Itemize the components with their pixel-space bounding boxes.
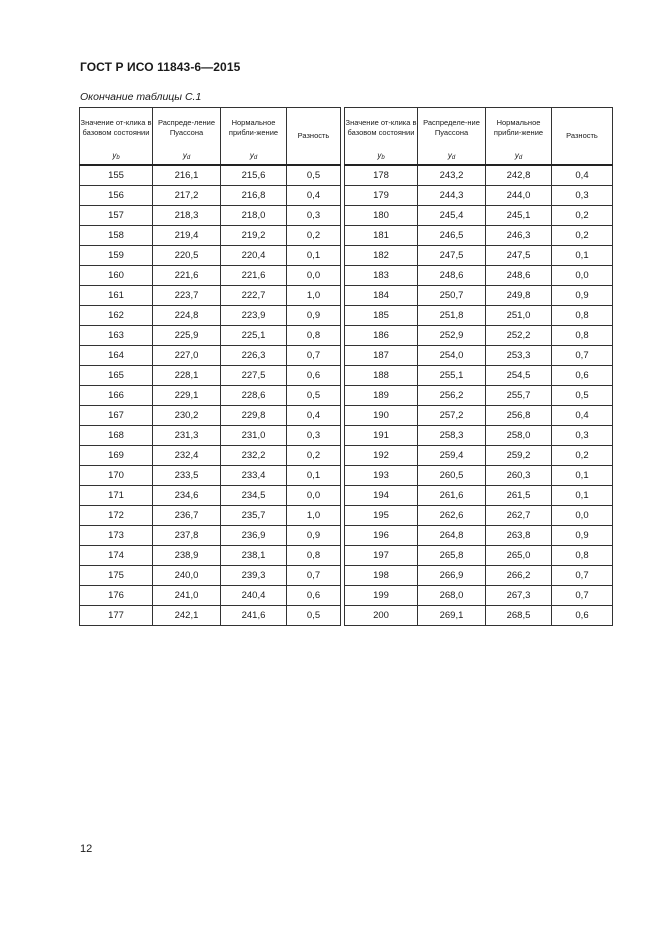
- table-row: [345, 546, 613, 566]
- table-row: [80, 446, 341, 466]
- table-row: [80, 506, 341, 526]
- table-cell: 0,8: [287, 546, 341, 566]
- table-cell: 0,4: [287, 406, 341, 426]
- table-row: [345, 606, 613, 626]
- table-cell: 188: [345, 366, 418, 386]
- table-cell: 238,1: [221, 546, 287, 566]
- table-row: [80, 226, 341, 246]
- table-cell: 247,5: [486, 246, 552, 266]
- table-cell: 260,3: [486, 466, 552, 486]
- header-response-value: Значение от-клика в базовом состоянии: [345, 108, 418, 149]
- table-cell: 186: [345, 326, 418, 346]
- table-cell: 0,6: [552, 606, 613, 626]
- table-row: [80, 186, 341, 206]
- table-row: [345, 366, 613, 386]
- table-cell: 255,1: [418, 366, 486, 386]
- table-cell: 250,7: [418, 286, 486, 306]
- table-row: [345, 206, 613, 226]
- table-cell: 158: [80, 226, 153, 246]
- table-cell: 0,2: [287, 446, 341, 466]
- table-cell: 0,7: [552, 566, 613, 586]
- table-cell: 0,4: [287, 186, 341, 206]
- table-cell: 246,3: [486, 226, 552, 246]
- table-cell: 251,0: [486, 306, 552, 326]
- table-cell: 266,9: [418, 566, 486, 586]
- table-cell: 239,3: [221, 566, 287, 586]
- table-cell: 0,9: [287, 306, 341, 326]
- table-row: [345, 226, 613, 246]
- table-cell: 169: [80, 446, 153, 466]
- table-cell: 233,4: [221, 466, 287, 486]
- table-cell: 174: [80, 546, 153, 566]
- table-cell: 173: [80, 526, 153, 546]
- table-cell: 0,6: [287, 366, 341, 386]
- table-row: [80, 306, 341, 326]
- table-cell: 230,2: [153, 406, 221, 426]
- table-cell: 0,1: [552, 246, 613, 266]
- table-cell: 225,9: [153, 326, 221, 346]
- table-cell: 228,1: [153, 366, 221, 386]
- table-row: [80, 466, 341, 486]
- table-cell: 197: [345, 546, 418, 566]
- header-normal-approx: Нормальное прибли-жение: [486, 108, 552, 149]
- table-cell: 0,3: [287, 206, 341, 226]
- table-cell: 223,7: [153, 286, 221, 306]
- table-cell: 231,3: [153, 426, 221, 446]
- table-cell: 264,8: [418, 526, 486, 546]
- table-cell: 240,0: [153, 566, 221, 586]
- table-row: [345, 326, 613, 346]
- table-cell: 182: [345, 246, 418, 266]
- table-row: [345, 266, 613, 286]
- table-cell: 194: [345, 486, 418, 506]
- table-cell: 225,1: [221, 326, 287, 346]
- table-cell: 199: [345, 586, 418, 606]
- table-cell: 254,5: [486, 366, 552, 386]
- table-cell: 229,1: [153, 386, 221, 406]
- table-cell: 168: [80, 426, 153, 446]
- table-cell: 233,5: [153, 466, 221, 486]
- table-cell: 162: [80, 306, 153, 326]
- table-cell: 222,7: [221, 286, 287, 306]
- table-cell: 258,3: [418, 426, 486, 446]
- table-cell: 171: [80, 486, 153, 506]
- table-cell: 267,3: [486, 586, 552, 606]
- table-cell: 0,3: [552, 426, 613, 446]
- table-row: [345, 586, 613, 606]
- table-cell: 231,0: [221, 426, 287, 446]
- table-cell: 256,8: [486, 406, 552, 426]
- table-cell: 178: [345, 165, 418, 186]
- table-cell: 0,7: [552, 586, 613, 606]
- header-poisson: Распреде-ление Пуассона: [153, 108, 221, 149]
- table-cell: 265,0: [486, 546, 552, 566]
- table-row: [80, 406, 341, 426]
- table-cell: 160: [80, 266, 153, 286]
- table-cell: 172: [80, 506, 153, 526]
- table-cell: 0,0: [552, 266, 613, 286]
- table-cell: 0,5: [287, 606, 341, 626]
- table-row: [80, 426, 341, 446]
- table-cell: 248,6: [486, 266, 552, 286]
- table-cell: 0,8: [287, 326, 341, 346]
- table-row: [80, 586, 341, 606]
- table-cell: 227,0: [153, 346, 221, 366]
- table-cell: 216,8: [221, 186, 287, 206]
- table-cell: 0,2: [552, 226, 613, 246]
- table-cell: 232,4: [153, 446, 221, 466]
- table-cell: 228,6: [221, 386, 287, 406]
- table-left: [79, 107, 341, 626]
- table-row: [345, 165, 613, 186]
- symbol-yd: $y_d$: [486, 148, 552, 165]
- header-response-value: Значение от-клика в базовом состоянии: [80, 108, 153, 149]
- table-row: [80, 486, 341, 506]
- table-row: [80, 326, 341, 346]
- table-cell: 258,0: [486, 426, 552, 446]
- table-cell: 249,8: [486, 286, 552, 306]
- header-difference: Разность: [552, 108, 613, 166]
- table-cell: 259,4: [418, 446, 486, 466]
- table-cell: 248,6: [418, 266, 486, 286]
- table-cell: 0,8: [552, 326, 613, 346]
- table-cell: 219,2: [221, 226, 287, 246]
- table-cell: 192: [345, 446, 418, 466]
- table-cell: 242,1: [153, 606, 221, 626]
- symbol-yd: $y_d$: [418, 148, 486, 165]
- table-cell: 0,2: [287, 226, 341, 246]
- table-cell: 245,1: [486, 206, 552, 226]
- table-cell: 246,5: [418, 226, 486, 246]
- page-number: 12: [80, 843, 93, 855]
- table-cell: 0,1: [287, 246, 341, 266]
- table-cell: 223,9: [221, 306, 287, 326]
- table-cell: 252,9: [418, 326, 486, 346]
- table-cell: 0,9: [552, 286, 613, 306]
- table-row: [80, 566, 341, 586]
- table-cell: 234,5: [221, 486, 287, 506]
- table-cell: 191: [345, 426, 418, 446]
- table-cell: 165: [80, 366, 153, 386]
- table-cell: 157: [80, 206, 153, 226]
- table-cell: 217,2: [153, 186, 221, 206]
- table-cell: 224,8: [153, 306, 221, 326]
- table-cell: 260,5: [418, 466, 486, 486]
- table-row: [80, 386, 341, 406]
- table-cell: 180: [345, 206, 418, 226]
- table-cell: 254,0: [418, 346, 486, 366]
- table-cell: 215,6: [221, 165, 287, 186]
- table-row: [80, 546, 341, 566]
- table-cell: 0,7: [552, 346, 613, 366]
- table-cell: 166: [80, 386, 153, 406]
- table-cell: 245,4: [418, 206, 486, 226]
- table-row: [80, 286, 341, 306]
- table-cell: 242,8: [486, 165, 552, 186]
- table-cell: 0,8: [552, 306, 613, 326]
- table-cell: 185: [345, 306, 418, 326]
- table-cell: 0,3: [287, 426, 341, 446]
- table-cell: 170: [80, 466, 153, 486]
- table-cell: 256,2: [418, 386, 486, 406]
- table-cell: 189: [345, 386, 418, 406]
- table-right: [344, 107, 613, 626]
- table-row: [80, 366, 341, 386]
- table-row: [345, 466, 613, 486]
- table-cell: 257,2: [418, 406, 486, 426]
- table-cell: 175: [80, 566, 153, 586]
- table-cell: 190: [345, 406, 418, 426]
- table-row: [345, 526, 613, 546]
- symbol-yb: $y_b$: [80, 148, 153, 165]
- table-cell: 0,2: [552, 206, 613, 226]
- table-cell: 255,7: [486, 386, 552, 406]
- table-row: [345, 246, 613, 266]
- table-cell: 176: [80, 586, 153, 606]
- table-cell: 164: [80, 346, 153, 366]
- table-cell: 200: [345, 606, 418, 626]
- table-cell: 218,0: [221, 206, 287, 226]
- table-cell: 0,3: [552, 186, 613, 206]
- table-cell: 251,8: [418, 306, 486, 326]
- table-cell: 0,7: [287, 346, 341, 366]
- table-cell: 261,6: [418, 486, 486, 506]
- table-row: [345, 486, 613, 506]
- table-cell: 0,2: [552, 446, 613, 466]
- table-row: [80, 165, 341, 186]
- table-cell: 1,0: [287, 286, 341, 306]
- table-cell: 252,2: [486, 326, 552, 346]
- table-cell: 229,8: [221, 406, 287, 426]
- document-title: ГОСТ Р ИСО 11843-6—2015: [80, 60, 241, 74]
- table-cell: 226,3: [221, 346, 287, 366]
- table-cell: 167: [80, 406, 153, 426]
- table-cell: 237,8: [153, 526, 221, 546]
- table-cell: 181: [345, 226, 418, 246]
- table-row: [80, 606, 341, 626]
- table-cell: 244,3: [418, 186, 486, 206]
- table-cell: 265,8: [418, 546, 486, 566]
- table-cell: 163: [80, 326, 153, 346]
- table-cell: 183: [345, 266, 418, 286]
- table-cell: 198: [345, 566, 418, 586]
- table-cell: 221,6: [221, 266, 287, 286]
- table-row: [80, 526, 341, 546]
- table-cell: 238,9: [153, 546, 221, 566]
- table-cell: 253,3: [486, 346, 552, 366]
- table-row: [345, 426, 613, 446]
- table-cell: 221,6: [153, 266, 221, 286]
- table-cell: 0,1: [552, 466, 613, 486]
- table-cell: 218,3: [153, 206, 221, 226]
- table-cell: 0,5: [287, 386, 341, 406]
- table-cell: 266,2: [486, 566, 552, 586]
- table-cell: 0,9: [287, 526, 341, 546]
- table-cell: 195: [345, 506, 418, 526]
- table-row: [345, 386, 613, 406]
- table-cell: 236,9: [221, 526, 287, 546]
- table-cell: 269,1: [418, 606, 486, 626]
- table-cell: 0,9: [552, 526, 613, 546]
- table-cell: 262,7: [486, 506, 552, 526]
- table-cell: 234,6: [153, 486, 221, 506]
- table-cell: 0,8: [552, 546, 613, 566]
- table-cell: 240,4: [221, 586, 287, 606]
- table-cell: 0,4: [552, 165, 613, 186]
- table-cell: 220,5: [153, 246, 221, 266]
- table-cell: 268,5: [486, 606, 552, 626]
- table-cell: 263,8: [486, 526, 552, 546]
- table-cell: 227,5: [221, 366, 287, 386]
- header-poisson: Распределе-ние Пуассона: [418, 108, 486, 149]
- table-cell: 0,6: [287, 586, 341, 606]
- table-cell: 243,2: [418, 165, 486, 186]
- table-row: [345, 346, 613, 366]
- table-row: [345, 406, 613, 426]
- table-cell: 216,1: [153, 165, 221, 186]
- table-cell: 0,0: [287, 486, 341, 506]
- table-cell: 0,6: [552, 366, 613, 386]
- table-cell: 259,2: [486, 446, 552, 466]
- table-cell: 268,0: [418, 586, 486, 606]
- table-cell: 241,6: [221, 606, 287, 626]
- symbol-yd: $y_d$: [153, 148, 221, 165]
- table-cell: 235,7: [221, 506, 287, 526]
- table-cell: 159: [80, 246, 153, 266]
- table-cell: 0,4: [552, 406, 613, 426]
- table-cell: 196: [345, 526, 418, 546]
- symbol-yb: $y_b$: [345, 148, 418, 165]
- table-row: [345, 566, 613, 586]
- table-cell: 0,1: [287, 466, 341, 486]
- table-cell: 155: [80, 165, 153, 186]
- data-tables: [79, 107, 613, 626]
- table-cell: 0,5: [552, 386, 613, 406]
- table-cell: 0,5: [287, 165, 341, 186]
- table-cell: 247,5: [418, 246, 486, 266]
- table-cell: 156: [80, 186, 153, 206]
- table-row: [345, 506, 613, 526]
- table-row: [80, 346, 341, 366]
- table-row: [345, 446, 613, 466]
- table-cell: 241,0: [153, 586, 221, 606]
- table-cell: 244,0: [486, 186, 552, 206]
- table-cell: 1,0: [287, 506, 341, 526]
- table-cell: 236,7: [153, 506, 221, 526]
- table-cell: 187: [345, 346, 418, 366]
- table-cell: 184: [345, 286, 418, 306]
- table-caption: Окончание таблицы С.1: [80, 91, 202, 103]
- table-row: [80, 206, 341, 226]
- table-row: [80, 246, 341, 266]
- table-cell: 161: [80, 286, 153, 306]
- table-cell: 0,0: [552, 506, 613, 526]
- header-normal-approx: Нормальное прибли-жение: [221, 108, 287, 149]
- table-cell: 232,2: [221, 446, 287, 466]
- table-row: [345, 306, 613, 326]
- table-row: [345, 286, 613, 306]
- table-cell: 193: [345, 466, 418, 486]
- table-cell: 177: [80, 606, 153, 626]
- table-row: [80, 266, 341, 286]
- table-cell: 220,4: [221, 246, 287, 266]
- table-cell: 262,6: [418, 506, 486, 526]
- table-cell: 0,7: [287, 566, 341, 586]
- table-cell: 0,0: [287, 266, 341, 286]
- header-difference: Разность: [287, 108, 341, 166]
- table-cell: 179: [345, 186, 418, 206]
- table-cell: 0,1: [552, 486, 613, 506]
- symbol-yd: $y_d$: [221, 148, 287, 165]
- table-row: [345, 186, 613, 206]
- table-cell: 261,5: [486, 486, 552, 506]
- table-cell: 219,4: [153, 226, 221, 246]
